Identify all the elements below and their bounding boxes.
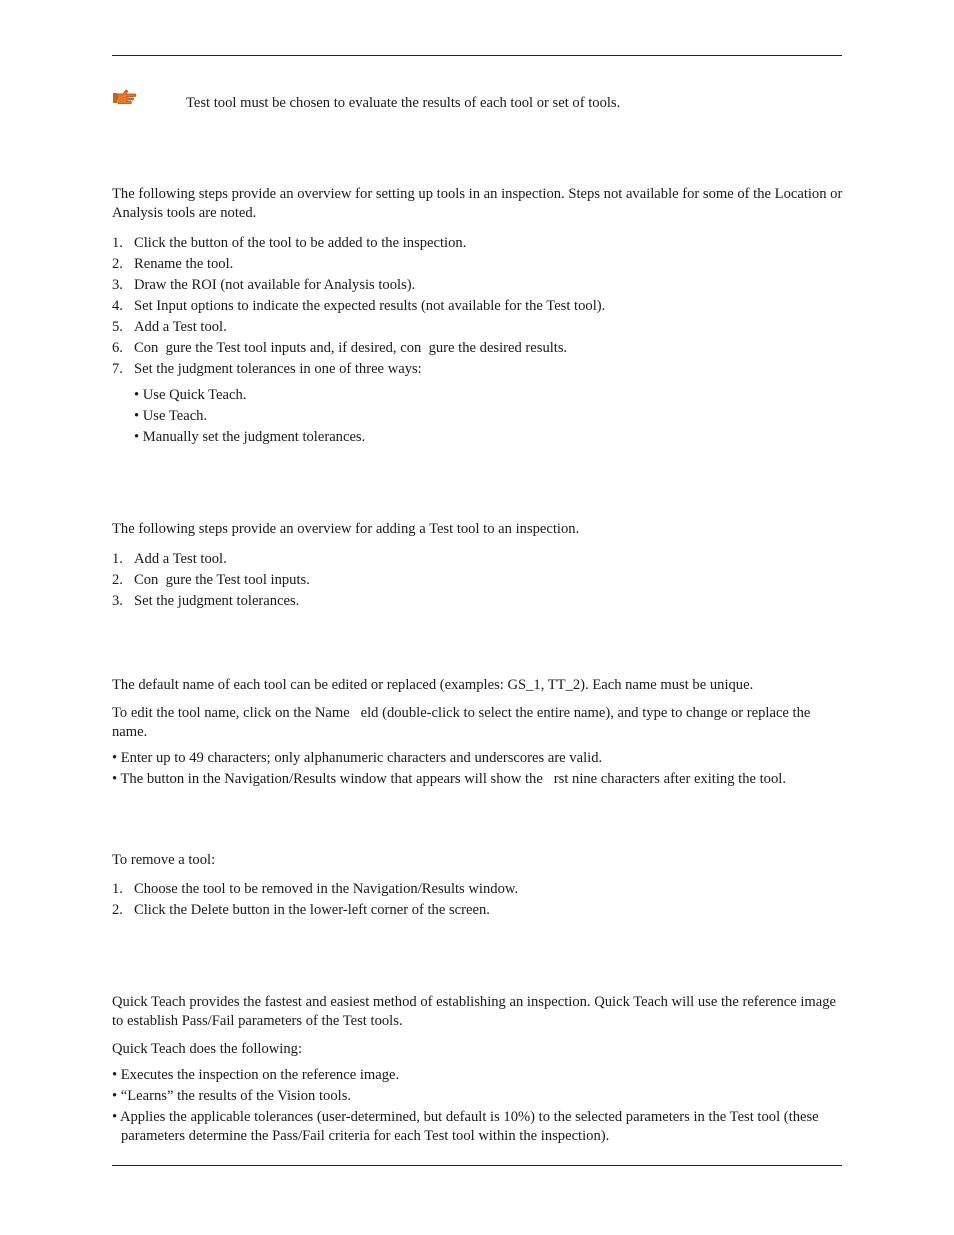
list-item: • “Learns” the results of the Vision tools.	[112, 1088, 352, 1104]
list-item: • Use Teach.	[134, 408, 208, 424]
list-item: 1. Choose the tool to be removed in the Navigation/Results window.	[112, 881, 519, 897]
list-item: 5. Add a Test tool.	[112, 319, 227, 335]
list-item: • Enter up to 49 characters; only alphanumeric characters and underscores are valid.	[112, 750, 603, 766]
list-item: • Executes the inspection on the reference image.	[112, 1067, 400, 1083]
list-item: 3. Set the judgment tolerances.	[112, 593, 300, 609]
list-item: 4. Set Input options to indicate the expected results (not available for the Test tool).	[112, 298, 606, 314]
note-text: Test tool must be chosen to evaluate the results of each tool or set of tools.	[186, 95, 621, 111]
remove-intro: To remove a tool:	[112, 852, 216, 868]
add-test-intro: The following steps provide an overview for adding a Test tool to an inspection.	[112, 521, 580, 537]
top-rule	[112, 55, 842, 56]
quick-teach-paragraph: Quick Teach provides the fastest and easiest method of establishing an inspection. Quick Teach will use the reference image to establish Pass/Fail parameters of the Test tools.	[112, 994, 837, 1029]
list-item: 1. Add a Test tool.	[112, 551, 227, 567]
list-item: 7. Set the judgment tolerances in one of three ways:	[112, 361, 422, 377]
list-item: 3. Draw the ROI (not available for Analysis tools).	[112, 277, 416, 293]
bottom-rule	[112, 1165, 842, 1166]
setup-intro: The following steps provide an overview for setting up tools in an inspection. Steps not available for some of the Location or Analysis tools are noted.	[112, 186, 843, 221]
list-item: 2. Con gure the Test tool inputs.	[112, 572, 310, 588]
quick-teach-lead: Quick Teach does the following:	[112, 1041, 303, 1057]
list-item: • The button in the Navigation/Results window that appears will show the rst nine characters after exiting the tool.	[112, 771, 786, 787]
list-item: 6. Con gure the Test tool inputs and, if desired, con gure the desired results.	[112, 340, 568, 356]
pointing-hand-icon	[112, 88, 138, 106]
list-item: • Manually set the judgment tolerances.	[134, 429, 366, 445]
list-item: 2. Click the Delete button in the lower-left corner of the screen.	[112, 902, 490, 918]
list-item: • Use Quick Teach.	[134, 387, 247, 403]
list-item: 2. Rename the tool.	[112, 256, 234, 272]
rename-paragraph: The default name of each tool can be edited or replaced (examples: GS_1, TT_2). Each name must be unique.	[112, 677, 754, 693]
rename-instructions: To edit the tool name, click on the Name eld (double-click to select the entire name), and type to change or replace the name.	[112, 705, 815, 740]
list-item: • Applies the applicable tolerances (user-determined, but default is 10%) to the selected parameters in the Test tool (these parameters determine the Pass/Fail criteria for each Test tool within the inspection).	[112, 1109, 819, 1144]
list-item: 1. Click the button of the tool to be added to the inspection.	[112, 235, 467, 251]
